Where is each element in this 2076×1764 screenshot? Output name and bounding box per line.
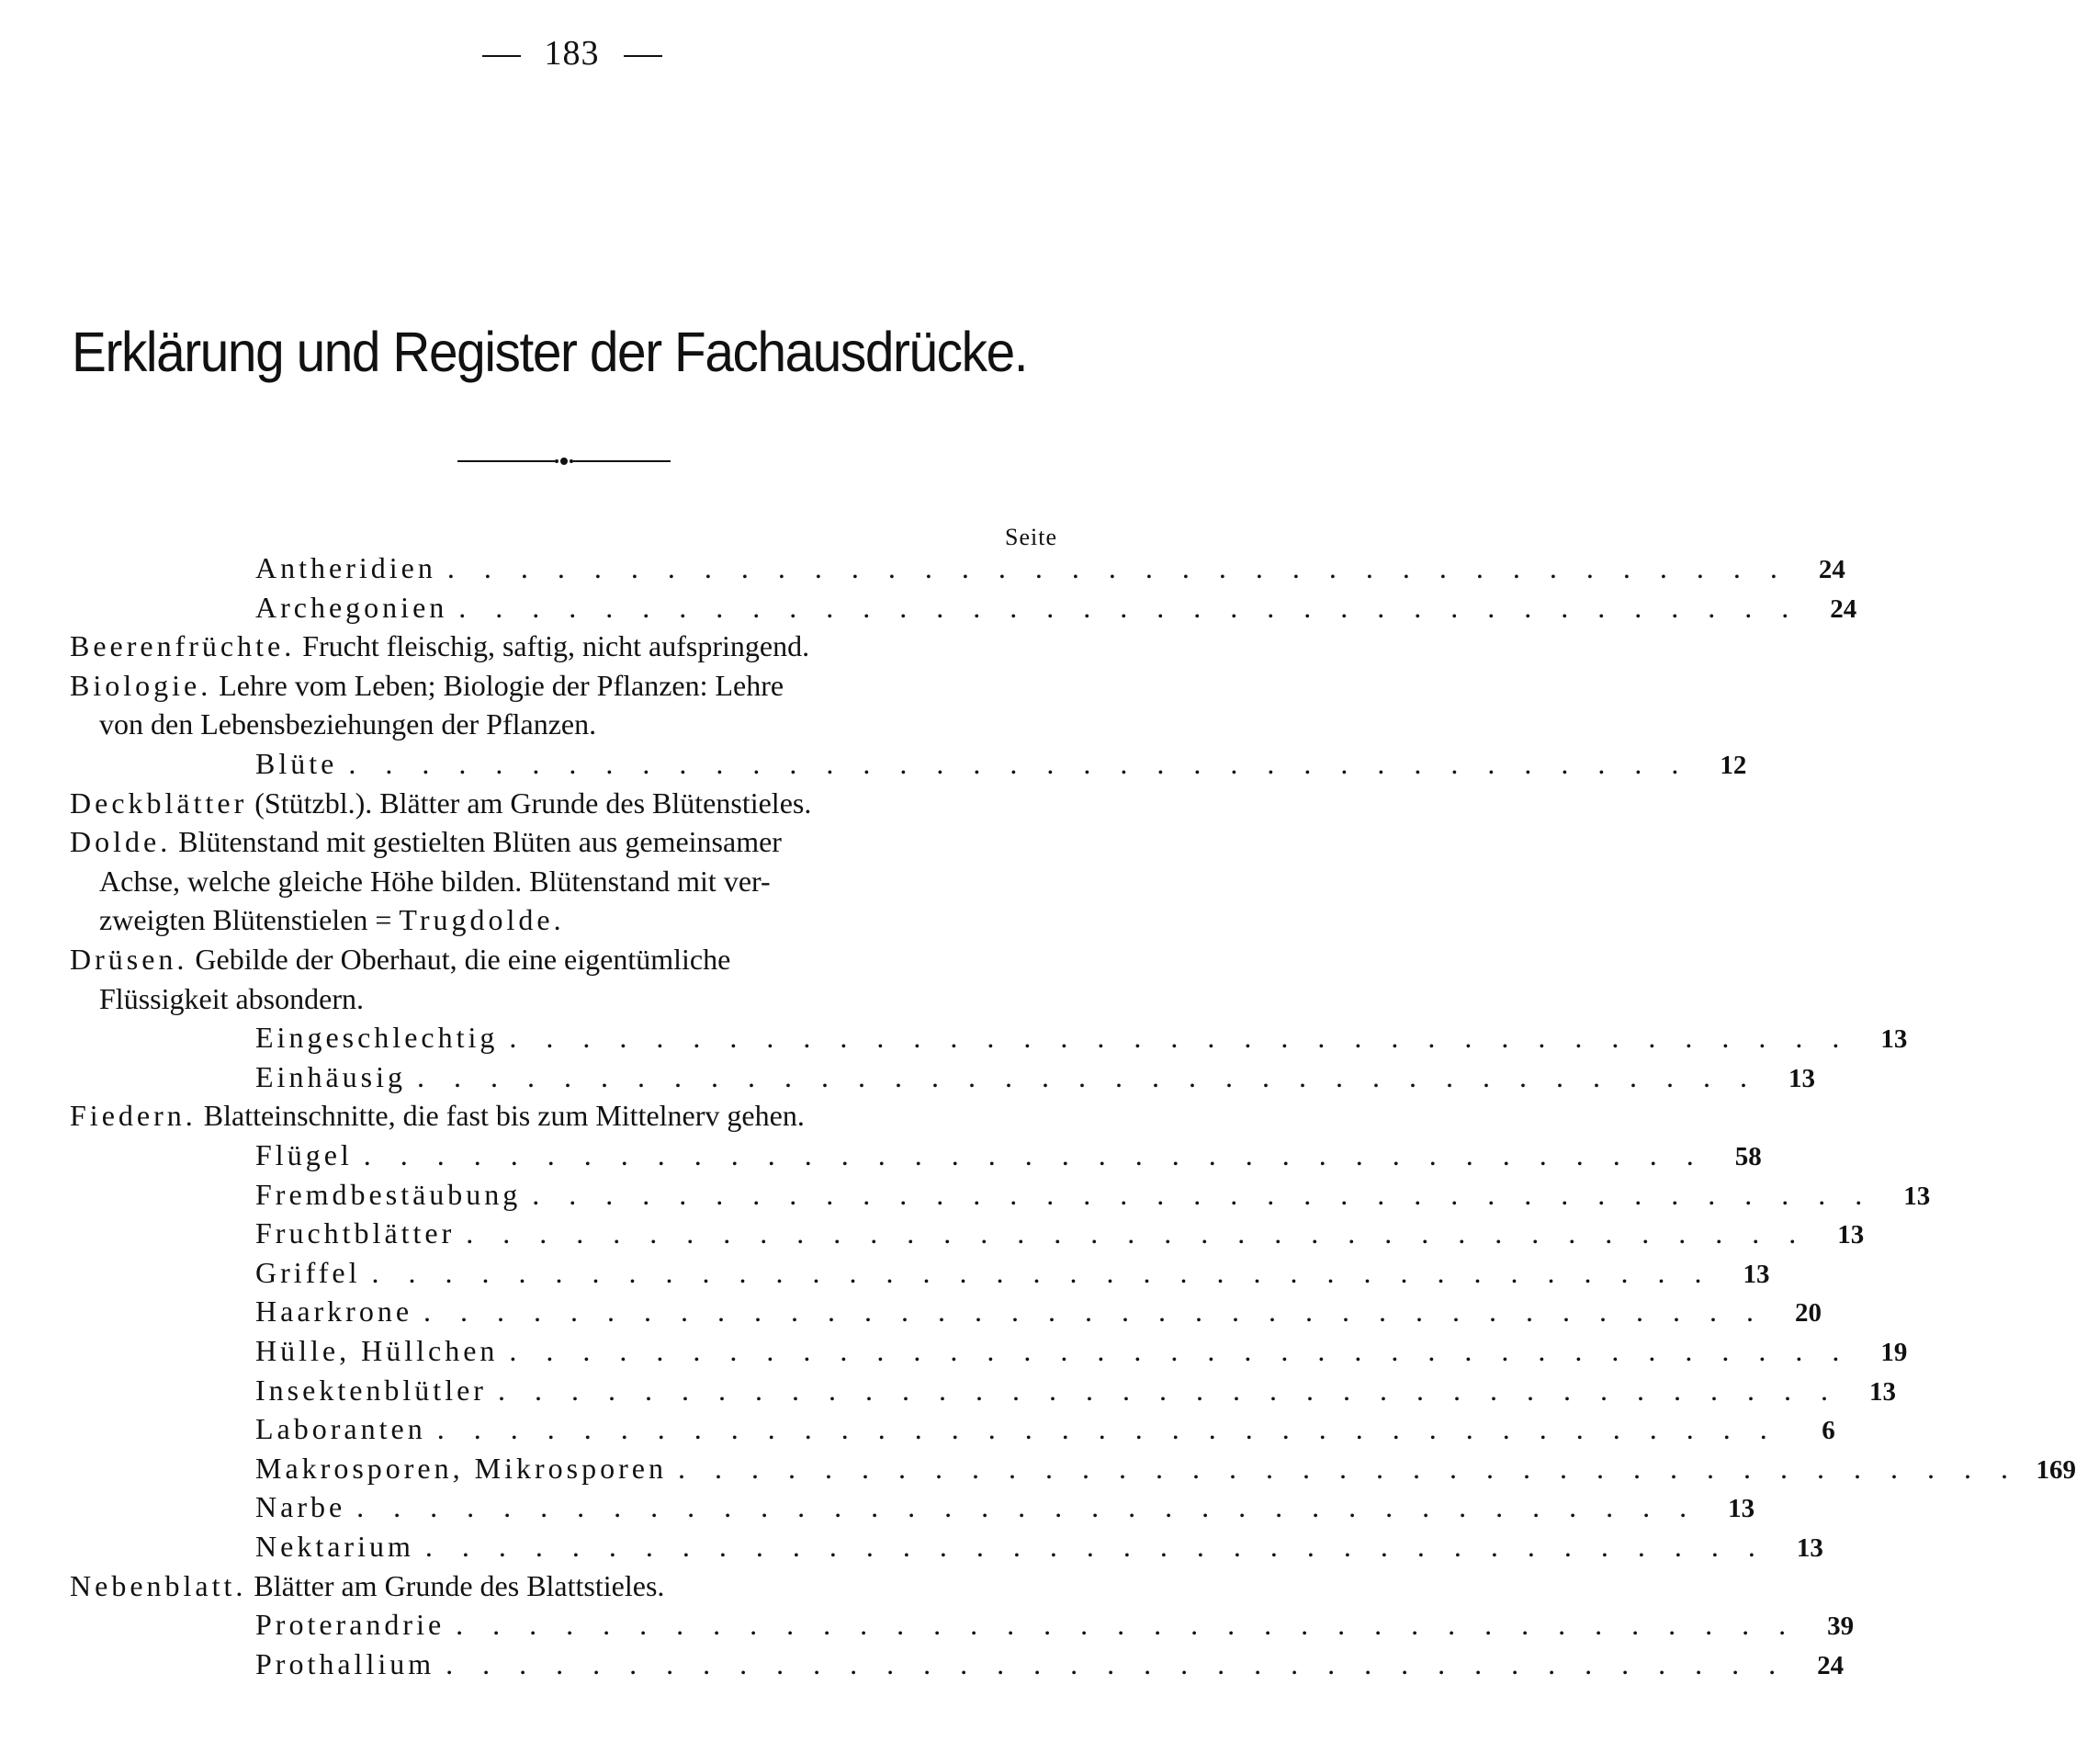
- dot-leader: . . . . . . . . . . . . . . . . . . . . . . . . . . . . . . . . . . . . .: [348, 747, 1690, 780]
- cross-reference-term: Trugdolde.: [399, 903, 565, 937]
- definition-term: Beerenfrüchte.: [70, 629, 296, 663]
- definition-entry: [70, 1099, 988, 1137]
- definition-continuation: [99, 865, 999, 903]
- dot-leader: . . . . . . . . . . . . . . . . . . . . . . . . . . . . . . . . . . . . .: [371, 1255, 1713, 1289]
- definition-term: Deckblätter: [70, 786, 248, 820]
- dot-leader: . . . . . . . . . . . . . . . . . . . . . . . . . . . . . . . . . . . . .: [446, 1646, 1788, 1680]
- index-term: Fruchtblätter: [255, 1216, 456, 1250]
- page-reference: 19: [1880, 1338, 1908, 1367]
- index-entry: [255, 590, 1857, 629]
- index-entry: [255, 1608, 1855, 1646]
- definition-text: Blütenstand mit gestielten Blüten aus gemeinsamer: [178, 825, 782, 859]
- definition-continuation: [99, 707, 999, 746]
- page-reference: 13: [1788, 1063, 1815, 1093]
- definition-entry: [70, 825, 988, 864]
- index-term: Hülle, Hüllchen: [255, 1334, 499, 1367]
- index-term: Einhäusig: [255, 1059, 406, 1093]
- definition-text: (Stützbl.). Blätter am Grunde des Blütenstieles.: [254, 786, 812, 820]
- dot-leader: . . . . . . . . . . . . . . . . . . . . . . . . . . . . . . . . . . . . .: [416, 1059, 1758, 1093]
- index-term: Prothallium: [255, 1646, 435, 1680]
- page-reference: 13: [1796, 1533, 1823, 1563]
- page-reference: 6: [1822, 1416, 1835, 1446]
- dot-leader: . . . . . . . . . . . . . . . . . . . . . . . . . . . . . . . . . . . . .: [423, 1295, 1766, 1329]
- index-entry: [255, 1490, 1755, 1529]
- definition-entry: [70, 786, 988, 825]
- index-term: Antheridien: [255, 551, 436, 584]
- definition-term: Drüsen.: [70, 943, 188, 976]
- definition-text: Blätter am Grunde des Blattstieles.: [254, 1568, 665, 1602]
- definition-continuation-text: Achse, welche gleiche Höhe bilden. Blütenstand mit ver-: [99, 864, 771, 898]
- index-entry: [255, 1412, 1835, 1451]
- definition-text: Frucht fleischig, saftig, nicht aufspringend.: [302, 629, 810, 663]
- index-term: Archegonien: [255, 590, 448, 624]
- page-reference: 13: [1903, 1181, 1931, 1211]
- page-number-text: 183: [544, 34, 600, 73]
- index-term: Makrosporen, Mikrosporen: [255, 1451, 667, 1485]
- definition-continuation-text: Flüssigkeit absondern.: [99, 981, 364, 1015]
- dot-leader: . . . . . . . . . . . . . . . . . . . . . . . . . . . . . . . . . . . . .: [436, 1412, 1778, 1446]
- dot-leader: . . . . . . . . . . . . . . . . . . . . . . . . . . . . . . . . . . . . .: [497, 1373, 1839, 1407]
- dash-left: [482, 55, 521, 57]
- index-entry: [255, 1059, 1815, 1099]
- definition-continuation-text: zweigten Blütenstielen =: [99, 903, 392, 937]
- definition-term: Fiedern.: [70, 1099, 197, 1133]
- page-reference: 13: [1743, 1259, 1770, 1289]
- index-entry: [255, 1451, 2076, 1490]
- index-entry: [255, 1373, 1896, 1412]
- definition-term: Dolde.: [70, 825, 172, 859]
- definition-text: Blatteinschnitte, die fast bis zum Mittelnerv gehen.: [203, 1099, 805, 1133]
- definition-continuation: [99, 982, 999, 1021]
- dot-leader: . . . . . . . . . . . . . . . . . . . . . . . . . . . . . . . . . . . . .: [356, 1490, 1698, 1524]
- dot-leader: . . . . . . . . . . . . . . . . . . . . . . . . . . . . . . . . . . . . .: [509, 1334, 1851, 1367]
- index-entry: [255, 1177, 1931, 1216]
- definition-continuation-text: von den Lebensbeziehungen der Pflanzen.: [99, 707, 597, 741]
- index-term: Narbe: [255, 1490, 346, 1524]
- page-reference: 13: [1868, 1376, 1896, 1407]
- index-entry: [255, 1216, 1865, 1255]
- index-entry: [255, 1255, 1770, 1295]
- page-reference: 58: [1734, 1142, 1762, 1171]
- page-reference: 12: [1720, 751, 1747, 780]
- index-entry: [255, 1334, 1908, 1373]
- index-term: Nektarium: [255, 1530, 414, 1563]
- page-reference: 24: [1817, 1650, 1845, 1680]
- dot-leader: . . . . . . . . . . . . . . . . . . . . . . . . . . . . . . . . . . . . .: [509, 1021, 1851, 1055]
- index-entry: [255, 1295, 1822, 1333]
- index-term: Fremdbestäubung: [255, 1177, 522, 1211]
- page-reference: 13: [1880, 1024, 1908, 1055]
- index-term: Proterandrie: [255, 1608, 446, 1642]
- index-term: Blüte: [255, 747, 338, 780]
- dot-leader: . . . . . . . . . . . . . . . . . . . . . . . . . . . . . . . . . . . . .: [677, 1451, 2019, 1485]
- dot-leader: . . . . . . . . . . . . . . . . . . . . . . . . . . . . . . . . . . . . .: [424, 1530, 1766, 1563]
- page-number: [0, 33, 1144, 74]
- page-title: Erklärung und Register der Fachausdrücke.: [72, 321, 1028, 383]
- index-entry: [255, 551, 1845, 590]
- dot-leader: . . . . . . . . . . . . . . . . . . . . . . . . . . . . . . . . . . . . .: [466, 1216, 1808, 1250]
- index-entry: [255, 1646, 1845, 1686]
- dot-leader: . . . . . . . . . . . . . . . . . . . . . . . . . . . . . . . . . . . . .: [363, 1138, 1705, 1171]
- index-term: Haarkrone: [255, 1295, 413, 1329]
- definition-term: Nebenblatt.: [70, 1568, 247, 1602]
- page-reference: 24: [1830, 594, 1857, 624]
- page-reference: 39: [1827, 1611, 1855, 1642]
- definition-text: Lehre vom Leben; Biologie der Pflanzen: Lehre: [219, 668, 784, 702]
- definition-text: Gebilde der Oberhaut, die eine eigentümliche: [195, 943, 731, 976]
- definition-continuation: [99, 903, 999, 942]
- index-term: Insektenblütler: [255, 1373, 487, 1407]
- page-reference: 13: [1728, 1494, 1755, 1524]
- definition-entry: [70, 1569, 988, 1608]
- dot-leader: . . . . . . . . . . . . . . . . . . . . . . . . . . . . . . . . . . . . .: [458, 590, 1800, 624]
- definition-entry: [70, 669, 988, 707]
- page-reference: 20: [1795, 1298, 1822, 1329]
- dash-right: [624, 55, 662, 57]
- index-term: Griffel: [255, 1255, 361, 1289]
- index-entry: [255, 1138, 1762, 1177]
- dot-leader: . . . . . . . . . . . . . . . . . . . . . . . . . . . . . . . . . . . . .: [456, 1608, 1798, 1642]
- definition-entry: [70, 629, 988, 668]
- index-entry: [255, 1530, 1823, 1568]
- ornament-divider: [457, 456, 671, 467]
- definition-term: Biologie.: [70, 668, 212, 702]
- dot-leader: . . . . . . . . . . . . . . . . . . . . . . . . . . . . . . . . . . . . .: [532, 1177, 1874, 1211]
- index-term: Flügel: [255, 1138, 353, 1171]
- page-reference: 13: [1837, 1220, 1865, 1250]
- seite-column-label: Seite: [1005, 524, 1057, 550]
- definition-entry: [70, 943, 988, 981]
- index-term: Laboranten: [255, 1412, 426, 1446]
- dot-leader: . . . . . . . . . . . . . . . . . . . . . . . . . . . . . . . . . . . . .: [446, 551, 1788, 584]
- index-term: Eingeschlechtig: [255, 1021, 499, 1055]
- page-reference: 24: [1818, 555, 1845, 584]
- index-entry: [255, 1021, 1908, 1059]
- page-reference: 169: [2036, 1454, 2076, 1485]
- index-entry: [255, 747, 1747, 786]
